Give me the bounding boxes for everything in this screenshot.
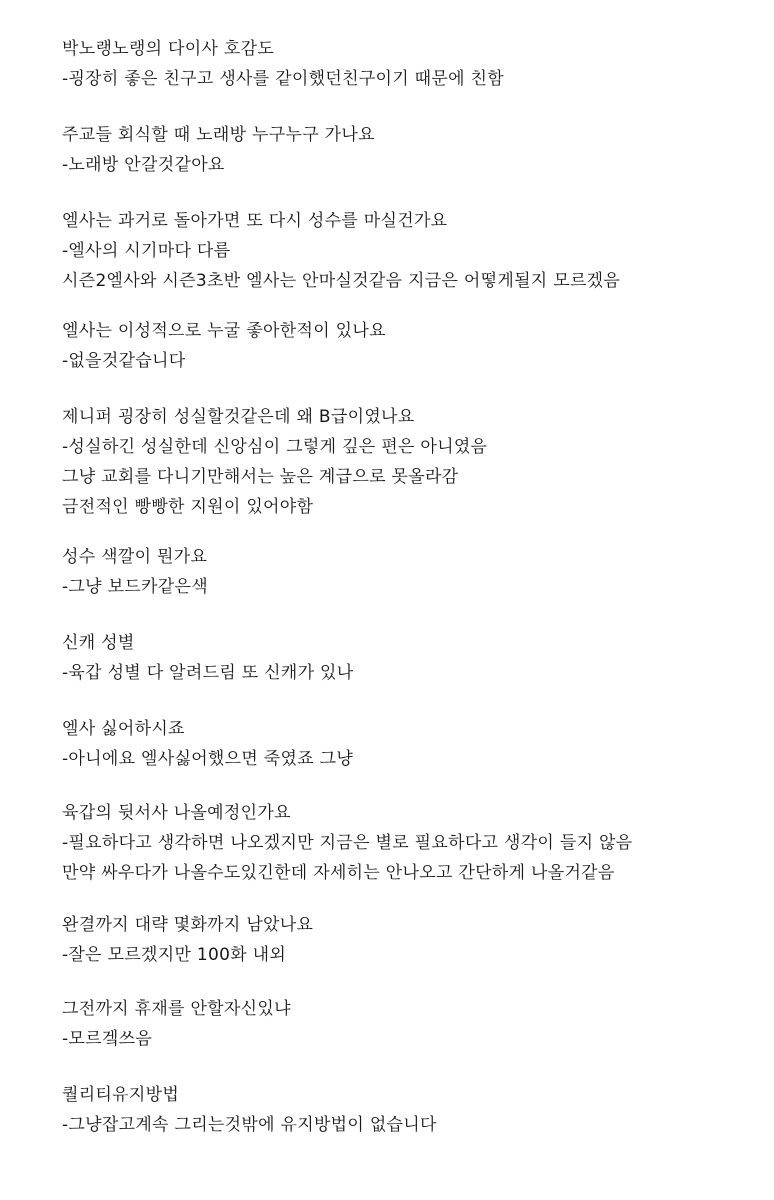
question-text: 육갑의 뒷서사 나올예정인가요 (62, 803, 291, 823)
question-text: 퀄리티유지방법 (62, 1085, 180, 1105)
question-text: 주교들 회식할 때 노래방 누구누구 가나요 (62, 125, 375, 145)
answer-text: 시즌2엘사와 시즌3초반 엘사는 안마실것같음 지금은 어떻게될지 모르겠음 (62, 271, 621, 291)
qa-item (62, 798, 752, 888)
answer-text: 그냥 교회를 다니기만해서는 높은 계급으로 못올라감 (62, 467, 459, 487)
question-text: 엘사 싫어하시죠 (62, 719, 185, 739)
answer-text: -성실하긴 성실한데 신앙심이 그렇게 깊은 편은 아니였음 (62, 437, 488, 457)
qa-item (62, 206, 752, 296)
qa-item (62, 120, 752, 180)
question-text: 신캐 성별 (62, 633, 135, 653)
qa-item (62, 994, 752, 1054)
qa-item (62, 910, 752, 970)
qa-item (62, 1080, 752, 1140)
answer-text: -그냥잡고계속 그리는것밖에 유지방법이 없습니다 (62, 1115, 437, 1135)
question-text: 엘사는 과거로 돌아가면 또 다시 성수를 마실건가요 (62, 211, 448, 231)
answer-text: -육갑 성별 다 알려드림 또 신캐가 있나 (62, 663, 354, 683)
answer-text: 만약 싸우다가 나올수도있긴한데 자세히는 안나오고 간단하게 나올거같음 (62, 863, 615, 883)
question-text: 그전까지 휴재를 안할자신있냐 (62, 999, 291, 1019)
qa-item (62, 316, 752, 376)
qa-item (62, 34, 752, 94)
answer-text: -그냥 보드카같은색 (62, 577, 208, 597)
answer-text: 금전적인 빵빵한 지원이 있어야함 (62, 497, 314, 517)
qa-item (62, 402, 752, 522)
qa-item (62, 628, 752, 688)
answer-text: -모르겤쓰음 (62, 1029, 153, 1049)
answer-text: -굉장히 좋은 친구고 생사를 같이했던친구이기 때문에 친함 (62, 69, 504, 89)
answer-text: -잘은 모르겠지만 100화 내외 (62, 945, 287, 965)
answer-text: -없을것같습니다 (62, 351, 186, 371)
qa-item (62, 542, 752, 602)
question-text: 제니퍼 굉장히 성실할것같은데 왜 B급이였나요 (62, 407, 415, 427)
question-text: 엘사는 이성적으로 누굴 좋아한적이 있나요 (62, 321, 386, 341)
answer-text: -엘사의 시기마다 다름 (62, 241, 231, 261)
qa-item (62, 714, 752, 774)
question-text: 박노랭노랭의 다이사 호감도 (62, 39, 275, 59)
answer-text: -아니에요 엘사싫어했으면 죽였죠 그냥 (62, 749, 354, 769)
answer-text: -노래방 안갈것같아요 (62, 155, 225, 175)
answer-text: -필요하다고 생각하면 나오겠지만 지금은 별로 필요하다고 생각이 들지 않음 (62, 833, 633, 853)
question-text: 성수 색깔이 뭔가요 (62, 547, 208, 567)
question-text: 완결까지 대략 몇화까지 남았나요 (62, 915, 314, 935)
